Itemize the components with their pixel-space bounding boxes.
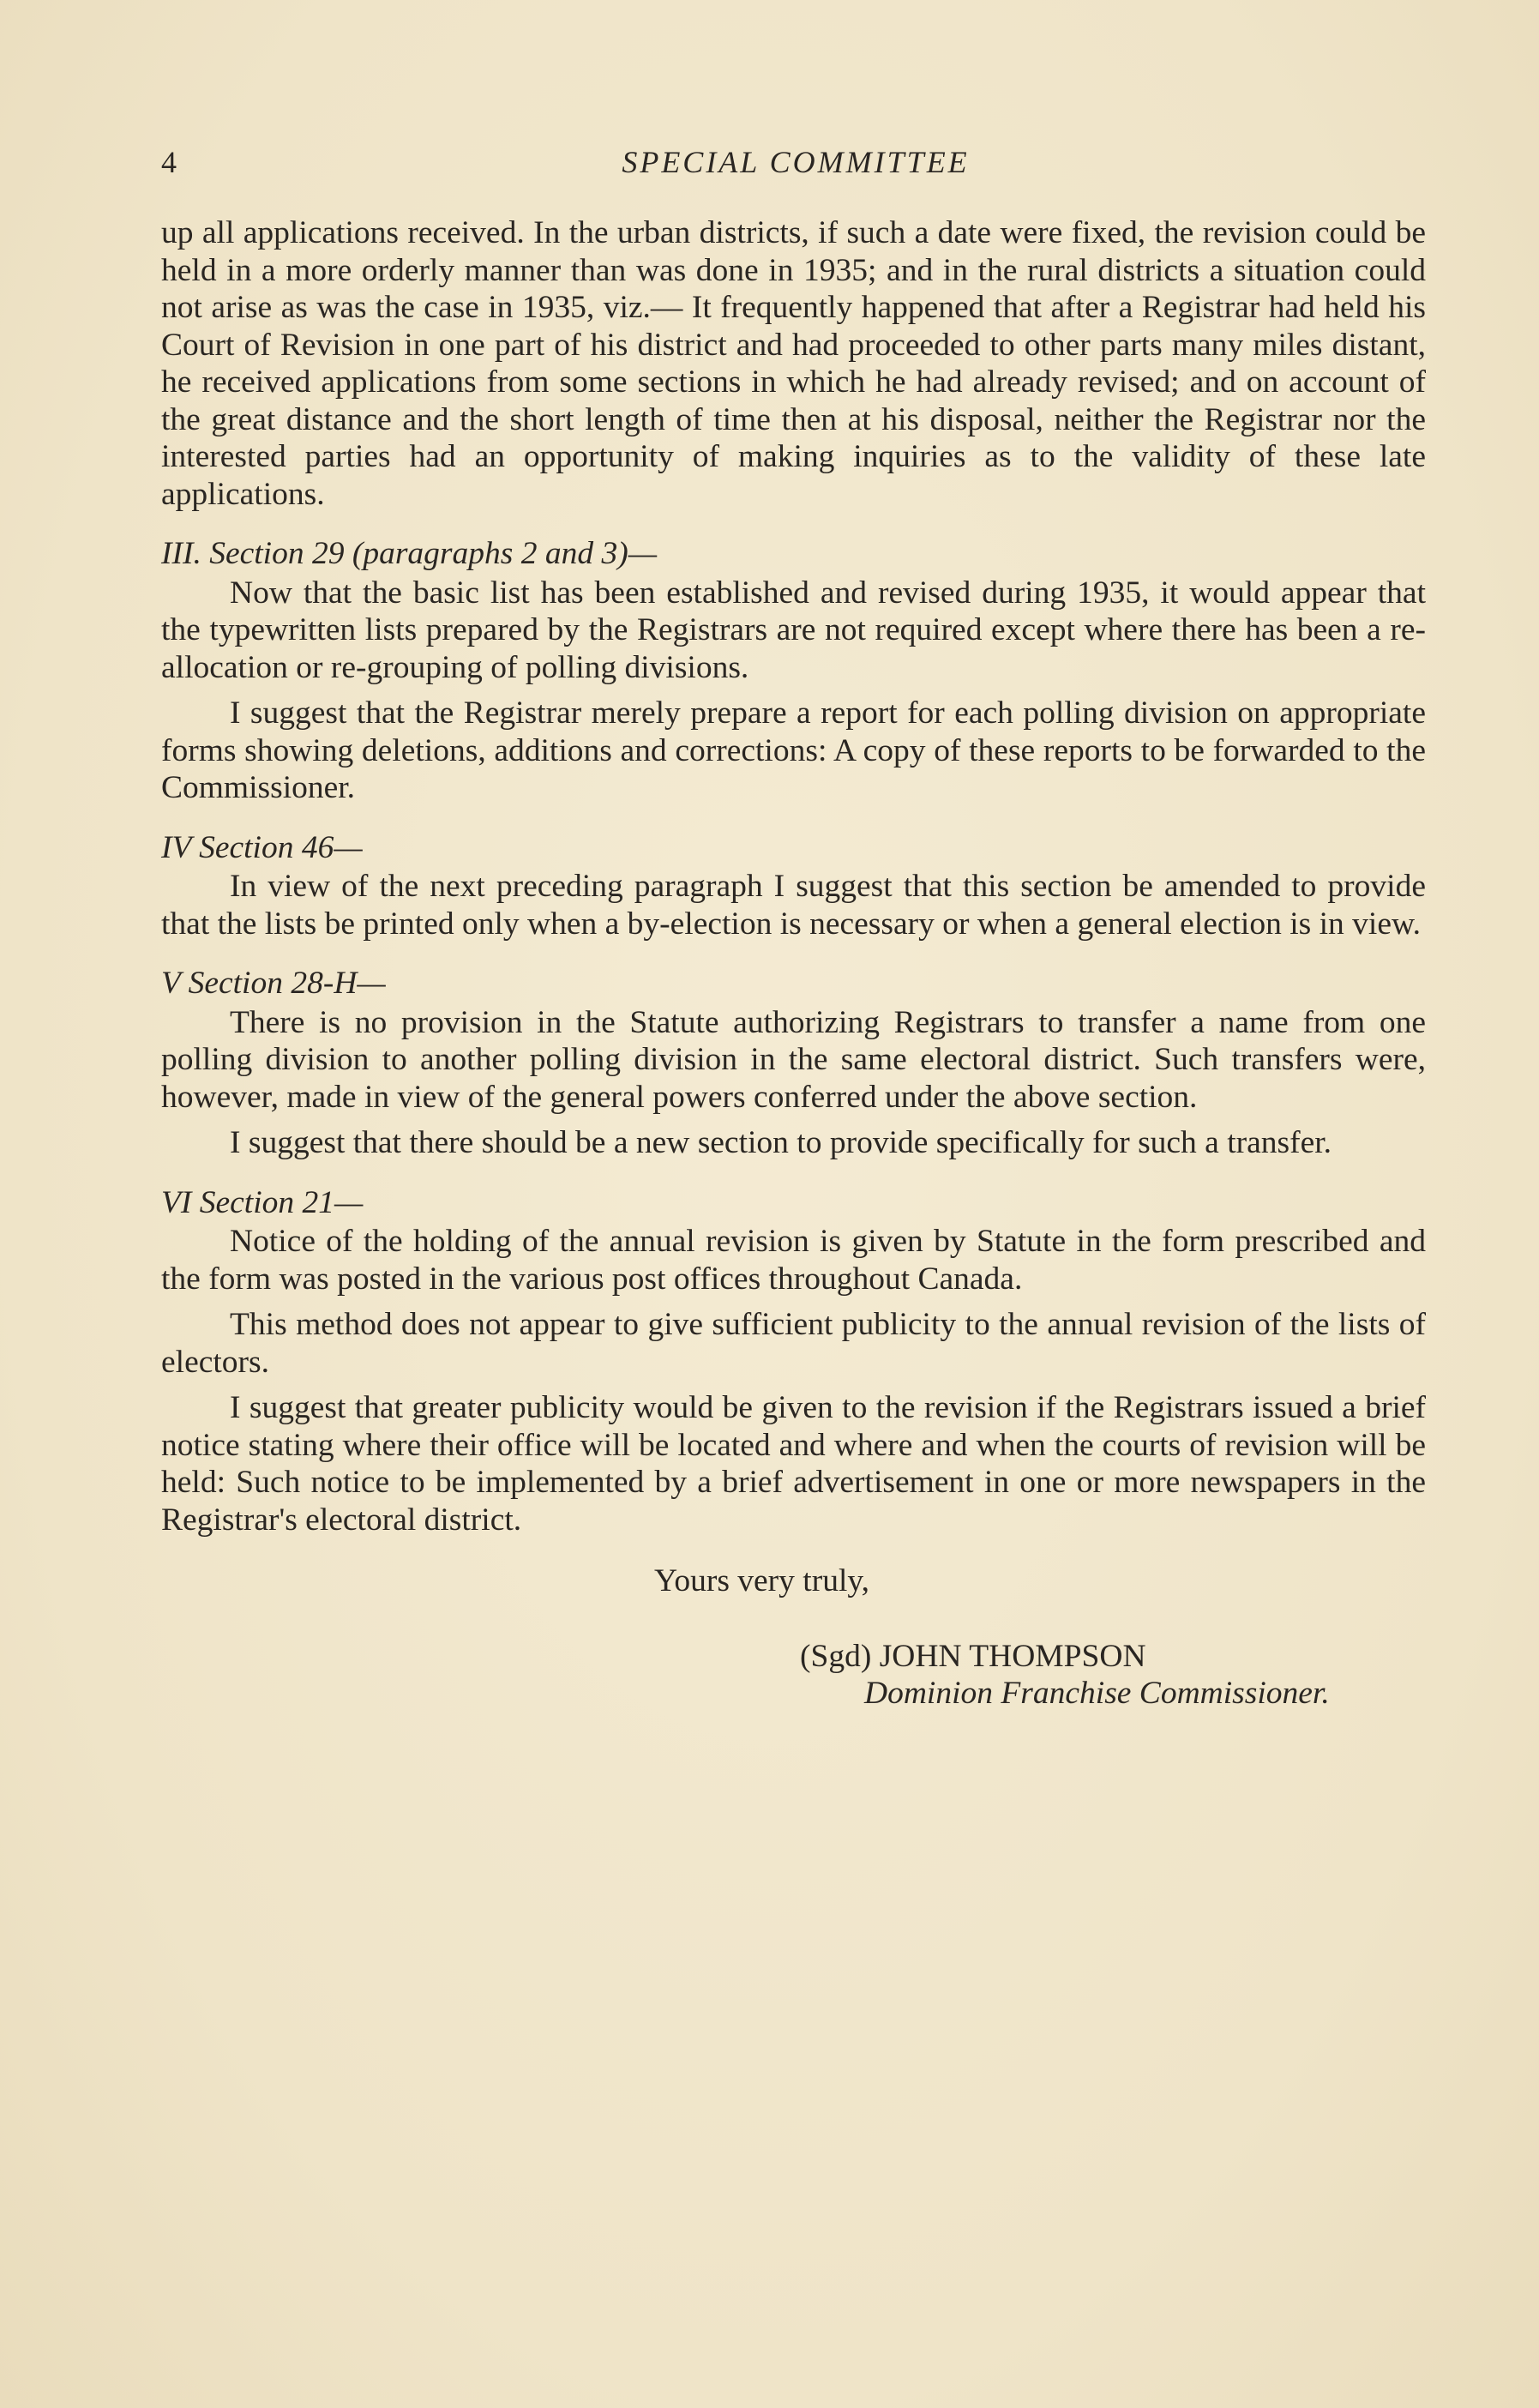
document-body [161, 214, 1426, 1713]
page-header [161, 144, 1430, 196]
paragraph: I suggest that the Registrar merely prepare a report for each polling division on appropriate forms showing deletions, additions and corrections: A copy of these reports to be forwarded to the Commissioner. [161, 695, 1426, 805]
signature-title: Dominion Franchise Commissioner. [864, 1676, 1330, 1711]
paragraph: I suggest that there should be a new section to provide specifically for such a transfer. [230, 1125, 1332, 1160]
paragraph: There is no provision in the Statute authorizing Registrars to transfer a name from one polling division to another polling division in the same electoral district. Such transfers were, however, made in view of the general powers conferred under the above section. [161, 1004, 1426, 1115]
paragraph: Now that the basic list has been established and revised during 1935, it would appear that the typewritten lists prepared by the Registrars are not required except where there has been a re-allocation or re-grouping of polling divisions. [161, 575, 1426, 685]
paragraph: In view of the next preceding paragraph I suggest that this section be amended to provide that the lists be printed only when a by-election is necessary or when a general election is in view. [161, 869, 1426, 942]
section-heading-vi: VI Section 21— [161, 1184, 364, 1220]
section-heading-iii: III. Section 29 (paragraphs 2 and 3)— [161, 536, 658, 571]
paragraph: I suggest that greater publicity would be given to the revision if the Registrars issued a brief notice stating where their office will be located and where and when the courts of revision will be held: Such notice to be implemented by a brief advertisement in one or more newspapers in the Registrar's electoral district. [161, 1390, 1426, 1538]
running-head: SPECIAL COMMITTEE [622, 145, 970, 179]
section-heading-v: V Section 28-H— [161, 966, 386, 1001]
signature-name: (Sgd) JOHN THOMPSON [800, 1638, 1146, 1674]
section-heading-iv: IV Section 46— [161, 829, 363, 865]
page-number: 4 [161, 145, 177, 179]
paragraph: This method does not appear to give sufficient publicity to the annual revision of the lists of electors. [161, 1307, 1426, 1380]
closing-salutation: Yours very truly, [654, 1563, 870, 1598]
paragraph-continuation: up all applications received. In the urban districts, if such a date were fixed, the revision could be held in a more orderly manner than was done in 1935; and in the rural districts a situation could not arise as was the case in 1935, viz.— It frequently happened that after a Registrar had held his Court of Revision in one part of his district and had proceeded to other parts many miles distant, he received applications from some sections in which he had already revised; and on account of the great distance and the short length of time then at his disposal, neither the Registrar nor the interested parties had an opportunity of making inquiries as to the validity of these late applications. [161, 215, 1426, 512]
paragraph: Notice of the holding of the annual revision is given by Statute in the form prescribed and the form was posted in the various post offices throughout Canada. [161, 1224, 1426, 1297]
